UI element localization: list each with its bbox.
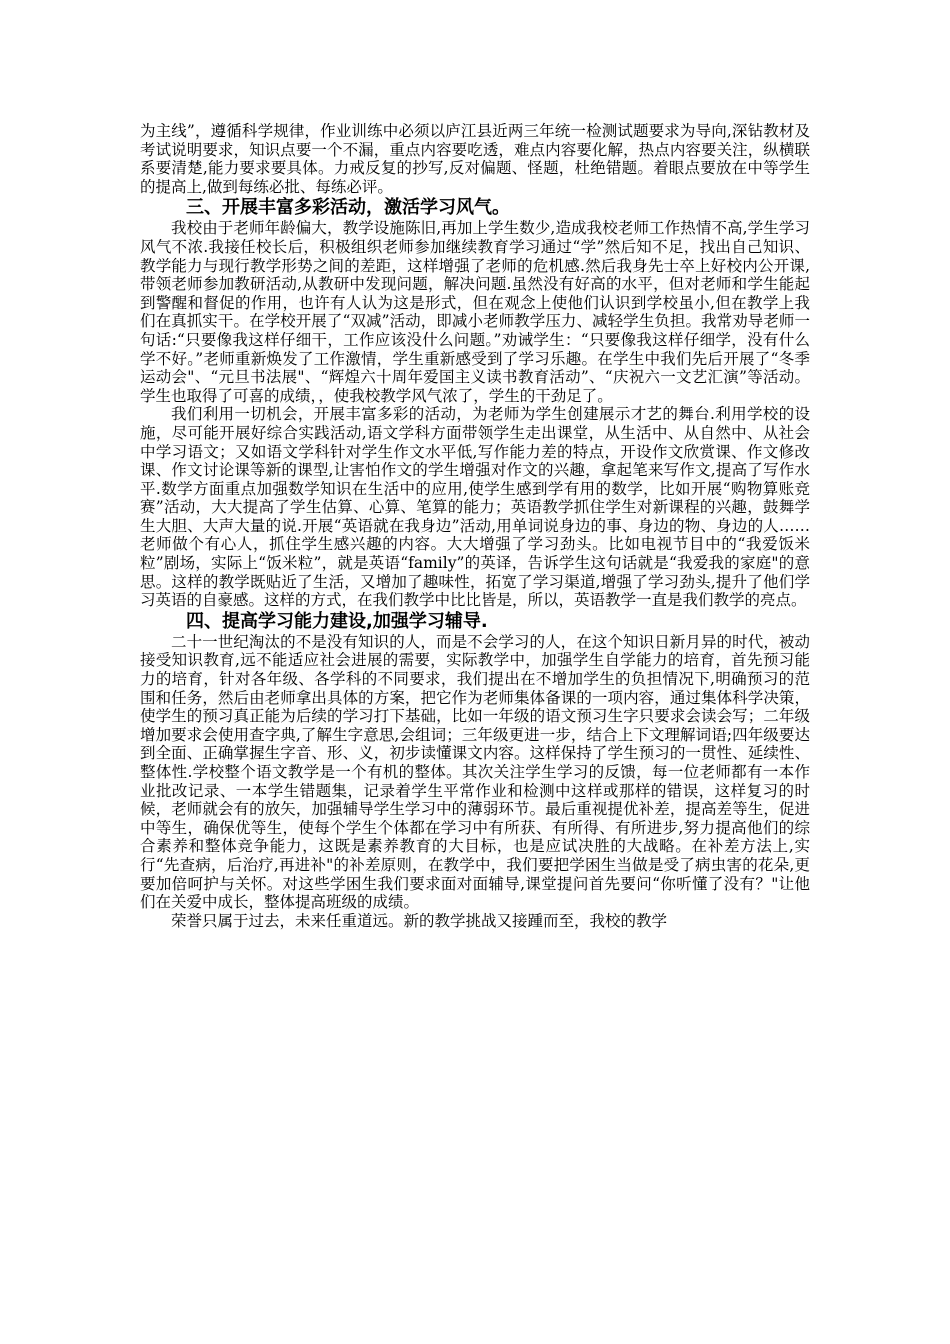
document-page xyxy=(140,122,810,930)
paragraph-teacher-motivation: 我校由于老师年龄偏大，教学设施陈旧,再加上学生数少,造成我校老师工作热情不高,学生学习风气不浓.我接任校长后，积极组织老师参加继续教育学习通过“学”然后知不足，找出自己知识、教学能力与现行教学形势之间的差距，这样增强了老师的危机感.然后我身先士卒上好校内公开课,带领老师参加教研活动,从教研中发现问题，解决问题.虽然没有好高的水平，但对老师和学生能起到警醒和督促的作用，也许有人认为这是形式，但在观念上使他们认识到学校虽小,但在教学上我们在真抓实干。在学校开展了“双减”活动，即减小老师教学压力、减轻学生负担。我常劝导老师一句话:“只要像我这样仔细干，工作应该没什么问题。”劝诫学生：“只要像我这样仔细学，没有什么学不好。”老师重新焕发了工作激情，学生重新感受到了学习乐趣。在学生中我们先后开展了“冬季运动会"、“元旦书法展"、“辉煌六十周年爱国主义读书教育活动”、“庆祝六一文艺汇演”等活动。学生也取得了可喜的成绩，，使我校教学风气浓了，学生的干劲足了。 xyxy=(140,219,810,405)
section-heading-3: 三、开展丰富多彩活动，激活学习风气。 xyxy=(186,197,510,219)
paragraph-closing: 荣誉只属于过去，未来任重道远。新的教学挑战又接踵而至，我校的教学 xyxy=(171,911,668,930)
paragraph-continued: 为主线”，遵循科学规律，作业训练中必须以庐江县近两三年统一检测试题要求为导向,深钻教材及考试说明要求，知识点要一个不漏，重点内容要吃透，难点内容要化解，热点内容要关注，纵横联系要清楚,能力要求要具体。力戒反复的抄写,反对偏题、怪题，杜绝错题。着眼点要放在中等学生的提高上,做到每练必批、每练必评。 xyxy=(140,122,810,196)
section-heading-4: 四、提高学习能力建设,加强学习辅导. xyxy=(186,610,488,632)
paragraph-learning-ability: 二十一世纪淘汰的不是没有知识的人，而是不会学习的人，在这个知识日新月异的时代，被动接受知识教育,远不能适应社会进展的需要，实际教学中，加强学生自学能力的培育，首先预习能力的培育，针对各年级、各学科的不同要求，我们提出在不增加学生的负担情况下,明确预习的范围和任务，然后由老师拿出具体的方案，把它作为老师集体备课的一项内容，通过集体科学决策，使学生的预习真正能为后续的学习打下基础，比如一年级的语文预习生字只要求会读会写；二年级增加要求会使用查字典,了解生字意思,会组词；三年级更进一步，结合上下文理解词语;四年级要达到全面、正确掌握生字音、形、义，初步读懂课文内容。这样保持了学生预习的一贯性、延续性、整体性.学校整个语文教学是一个有机的整体。其次关注学生学习的反馈，每一位老师都有一本作业批改记录、一本学生错题集，记录着学生平常作业和检测中这样或那样的错误，这样复习的时候，老师就会有的放矢，加强辅导学生学习中的薄弱环节。最后重视提优补差，提高差等生，促进中等生，确保优等生，使每个学生个体都在学习中有所获、有所得、有所进步,努力提高他们的综合素养和整体竞争能力，这既是素养教育的大目标，也是应试决胜的大战略。在补差方法上,实行“先查病，后治疗,再进补"的补差原则，在教学中，我们要把学困生当做是受了病虫害的花朵,更要加倍呵护与关怀。对这些学困生我们要求面对面辅导,课堂提问首先要问“你听懂了没有？"让他们在关爱中成长，整体提高班级的成绩。 xyxy=(140,632,810,912)
paragraph-activities: 我们利用一切机会，开展丰富多彩的活动，为老师为学生创建展示才艺的舞台.利用学校的设施，尽可能开展好综合实践活动,语文学科方面带领学生走出课堂，从生活中、从自然中、从社会中学习语文；又如语文学科针对学生作文水平低,写作能力差的特点，开设作文欣赏课、作文修改课、作文讨论课等新的课型,让害怕作文的学生增强对作文的兴趣，拿起笔来写作文,提高了写作水平.数学方面重点加强数学知识在生活中的应用,使学生感到学有用的数学，比如开展“购物算账竞赛”活动，大大提高了学生估算、心算、笔算的能力；英语教学抓住学生对新课程的兴趣，鼓舞学生大胆、大声大量的说.开展“英语就在我身边”活动,用单词说身边的事、身边的物、身边的人……老师做个有心人，抓住学生感兴趣的内容。大大增强了学习劲头。比如电视节目中的“我爱饭米粒”剧场，实际上“饭米粒”，就是英语“family”的英译，告诉学生这句话就是“我爱我的家庭"的意思。这样的教学既贴近了生活，又增加了趣味性，拓宽了学习渠道,增强了学习劲头,提升了他们学习英语的自豪感。这样的方式，在我们教学中比比皆是，所以，英语教学一直是我们教学的亮点。 xyxy=(140,405,810,610)
